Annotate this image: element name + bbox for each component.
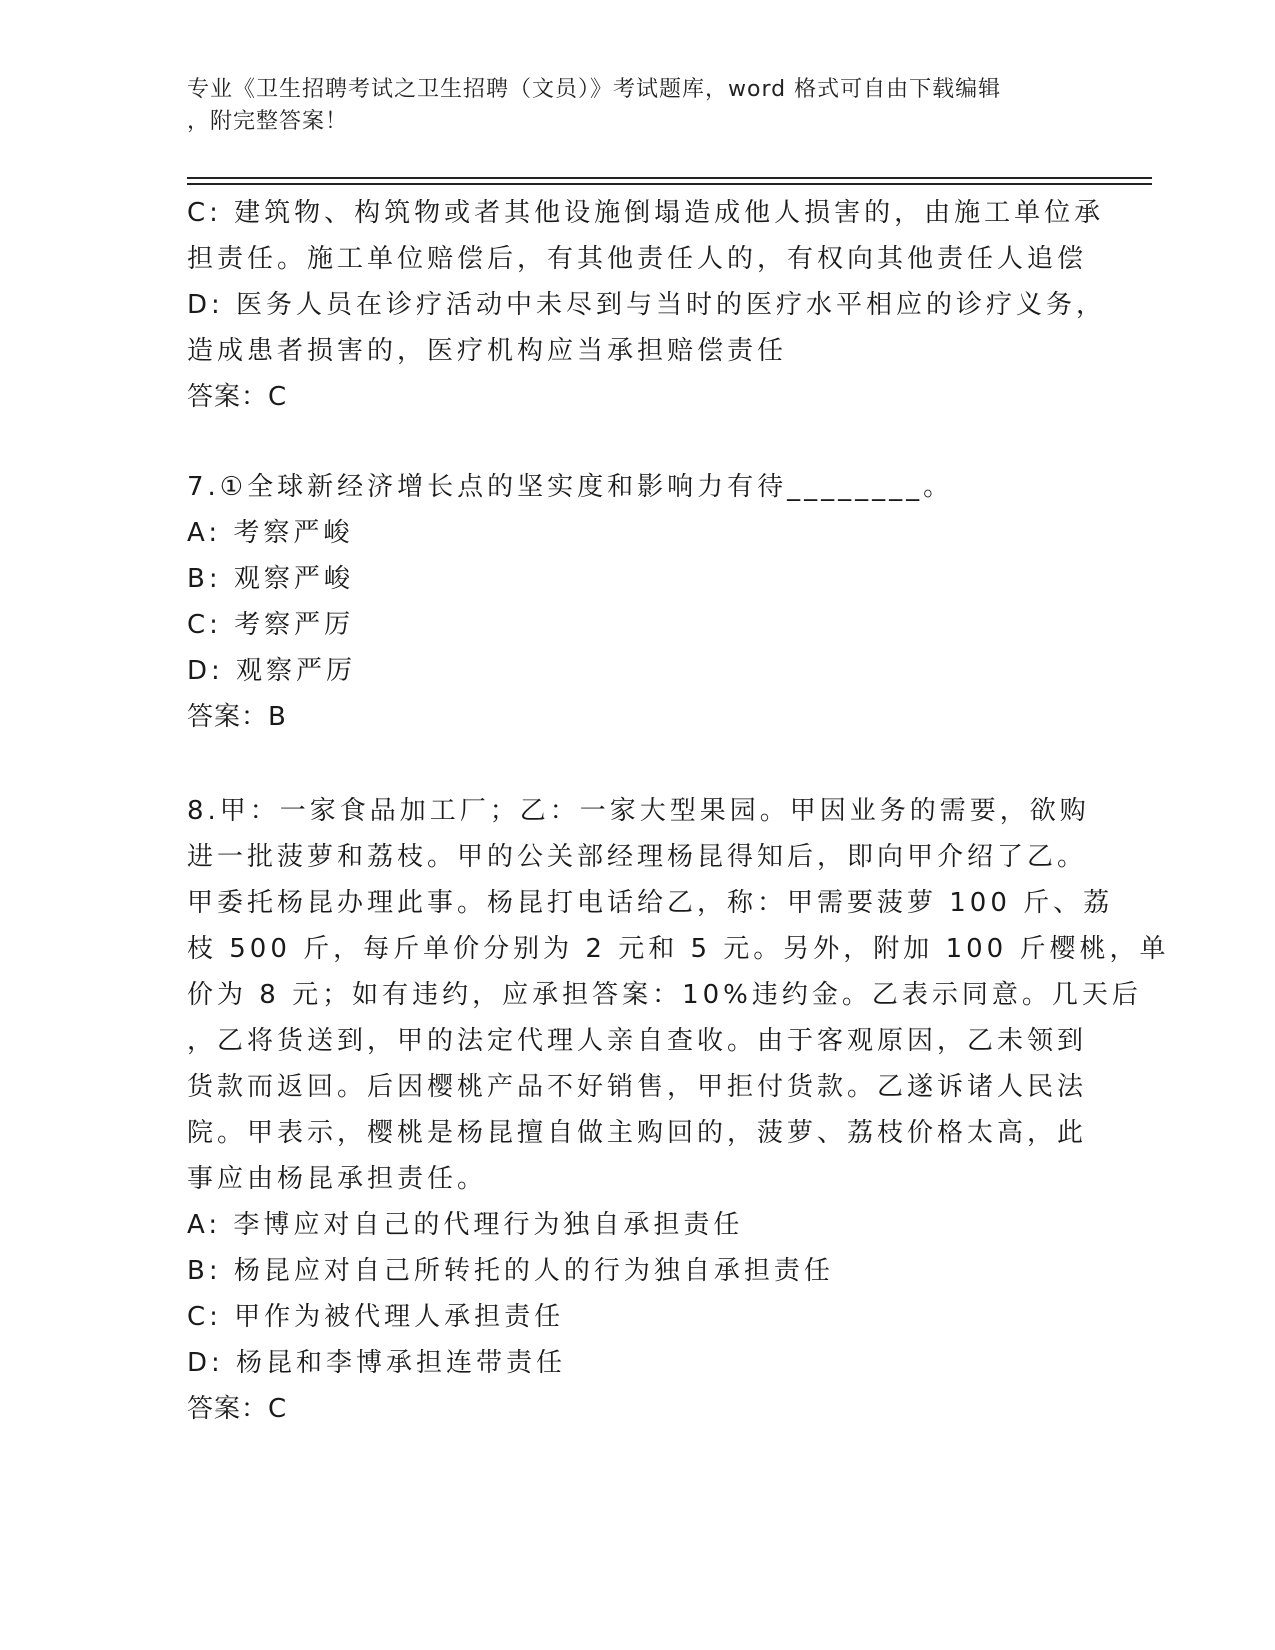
q8-stem-line: 枝 500 斤，每斤单价分别为 2 元和 5 元。另外，附加 100 斤樱桃，单 — [187, 934, 1170, 964]
q8-option-d: D: 杨昆和李博承担连带责任 — [187, 1348, 567, 1378]
document-header — [187, 74, 1067, 138]
question-8 — [187, 788, 1170, 1432]
q8-option-b: B: 杨昆应对自己所转托的人的行为独自承担责任 — [187, 1256, 834, 1286]
header-rule-top — [187, 177, 1152, 179]
q8-stem-line: 8.甲：一家食品加工厂；乙：一家大型果园。甲因业务的需要，欲购 — [187, 796, 1090, 826]
header-line-2: ，附完整答案！ — [187, 109, 349, 134]
q6-option-d-line-1: D: 医务人员在诊疗活动中未尽到与当时的医疗水平相应的诊疗义务， — [187, 290, 1107, 320]
q8-option-c: C: 甲作为被代理人承担责任 — [187, 1302, 565, 1332]
q6-option-d-line-2: 造成患者损害的，医疗机构应当承担赔偿责任 — [187, 336, 788, 366]
q8-stem-line: 进一批菠萝和荔枝。甲的公关部经理杨昆得知后，即向甲介绍了乙。 — [187, 842, 1088, 872]
q8-stem-line: 院。甲表示，樱桃是杨昆擅自做主购回的，菠萝、荔枝价格太高，此 — [187, 1118, 1088, 1148]
q8-answer: 答案：C — [187, 1394, 288, 1424]
header-rule-bottom — [187, 183, 1152, 185]
q6-option-c-line-1: C: 建筑物、构筑物或者其他设施倒塌造成他人损害的，由施工单位承 — [187, 198, 1105, 228]
question-content — [187, 190, 1170, 1432]
q7-answer: 答案：B — [187, 702, 287, 732]
q8-stem-line: ，乙将货送到，甲的法定代理人亲自查收。由于客观原因，乙未领到 — [187, 1026, 1088, 1056]
q6-answer: 答案：C — [187, 382, 288, 412]
q6-option-c-line-2: 担责任。施工单位赔偿后，有其他责任人的，有权向其他责任人追偿 — [187, 244, 1088, 274]
q7-option-d: D: 观察严厉 — [187, 656, 357, 686]
q7-option-c: C: 考察严厉 — [187, 610, 355, 640]
q7-option-b: B: 观察严峻 — [187, 564, 354, 594]
q8-stem-line: 价为 8 元；如有违约，应承担答案：10%违约金。乙表示同意。几天后 — [187, 980, 1142, 1010]
q7-stem: 7.①全球新经济增长点的坚实度和影响力有待________。 — [187, 472, 954, 502]
q8-option-a: A: 李博应对自己的代理行为独自承担责任 — [187, 1210, 744, 1240]
header-line-1: 专业《卫生招聘考试之卫生招聘（文员）》考试题库，word 格式可自由下载编辑 — [187, 77, 1002, 102]
question-7 — [187, 464, 1087, 740]
question-6 — [187, 190, 1107, 420]
q8-stem-line: 事应由杨昆承担责任。 — [187, 1164, 488, 1194]
q7-option-a: A: 考察严峻 — [187, 518, 354, 548]
q8-stem-line: 甲委托杨昆办理此事。杨昆打电话给乙，称：甲需要菠萝 100 斤、荔 — [187, 888, 1114, 918]
q8-stem-line: 货款而返回。后因樱桃产品不好销售，甲拒付货款。乙遂诉诸人民法 — [187, 1072, 1088, 1102]
